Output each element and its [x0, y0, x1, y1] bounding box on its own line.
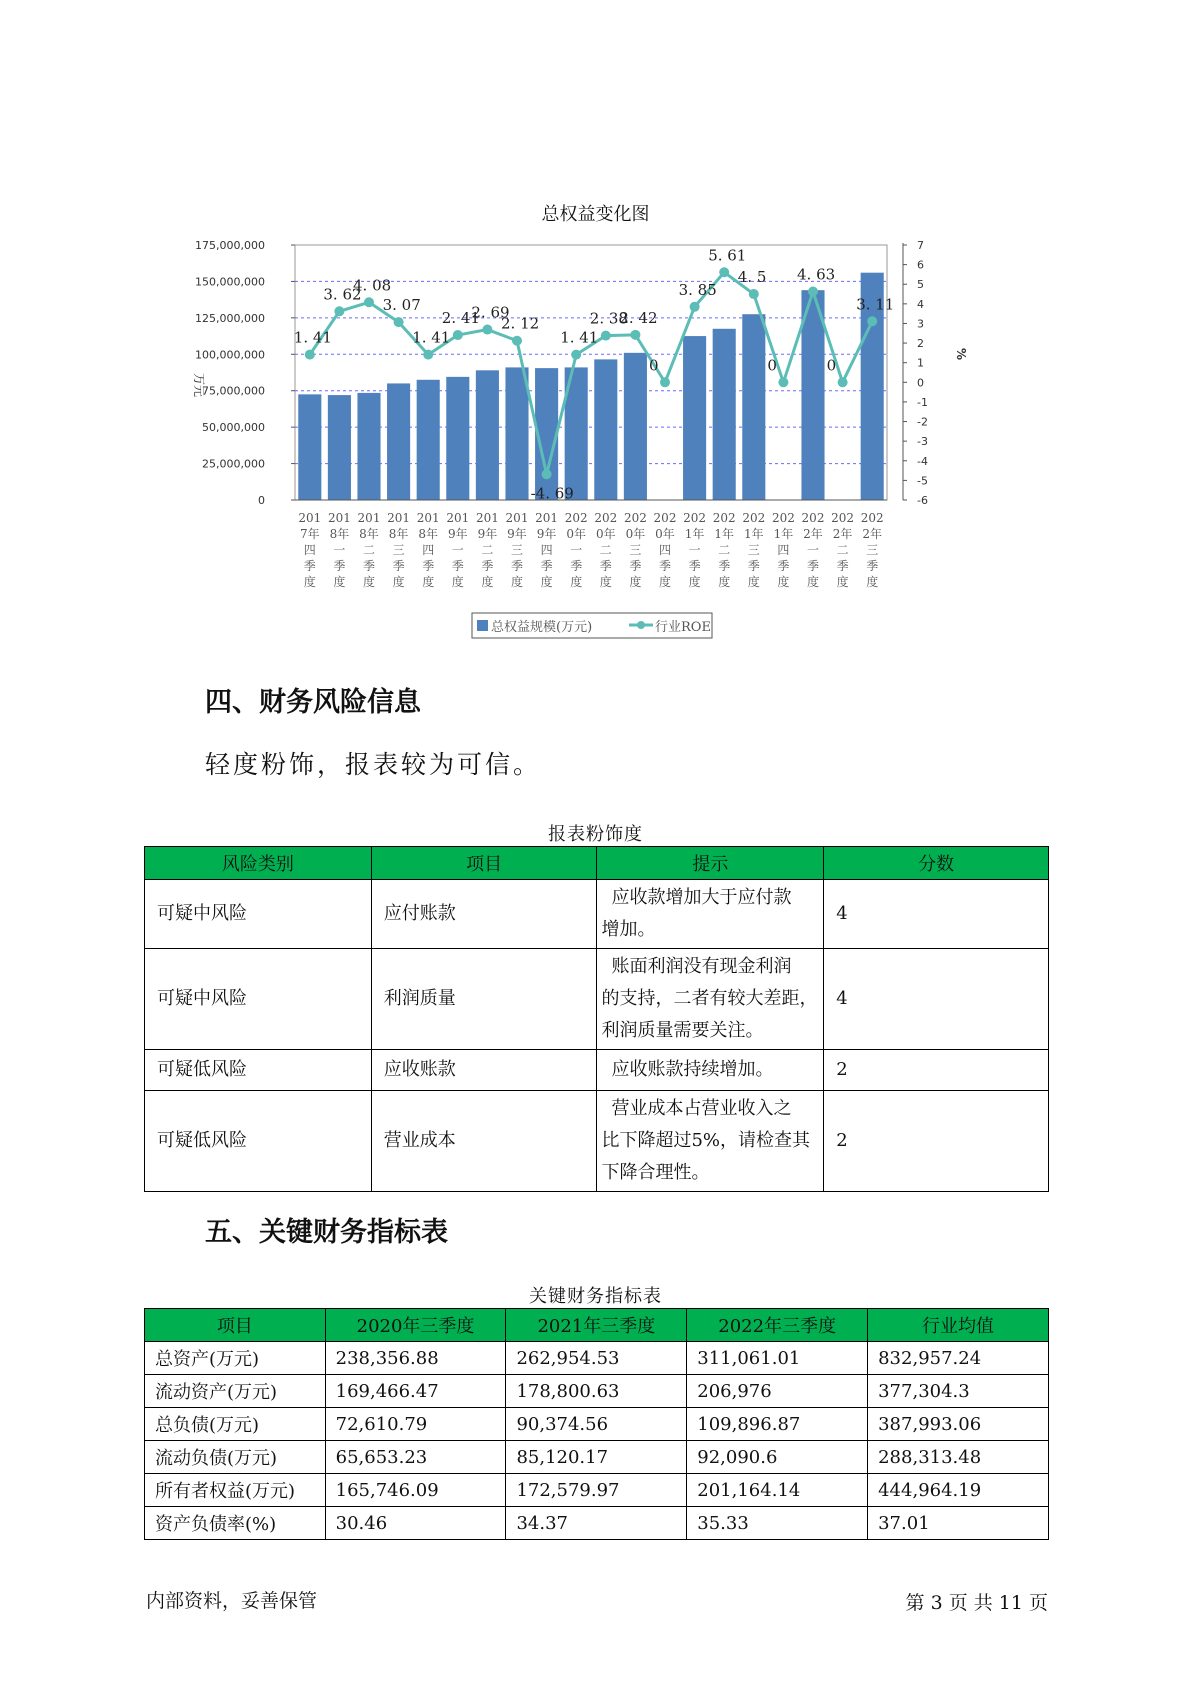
- x-tick-label: 季: [747, 559, 760, 573]
- chart-title: 总权益变化图: [541, 204, 650, 225]
- roe-point: [364, 297, 374, 307]
- x-tick-label: 1年: [743, 527, 764, 541]
- roe-data-label: -4. 69: [530, 484, 574, 503]
- roe-data-label: 2. 12: [501, 314, 540, 333]
- risk-table-header-row: [145, 847, 1049, 880]
- roe-data-label: 3. 07: [382, 296, 421, 315]
- x-tick-label: 202: [771, 511, 795, 525]
- kpi-item-cell: 资产负债率(%): [145, 1507, 326, 1540]
- bar: [594, 359, 617, 500]
- roe-data-label: 0: [767, 356, 777, 375]
- x-tick-label: 度: [392, 575, 405, 589]
- x-tick-label: 201: [446, 511, 470, 525]
- kpi-header-2021q3: 2021年三季度: [506, 1309, 687, 1342]
- y2-tick-label: -2: [917, 415, 928, 429]
- x-tick-label: 季: [777, 559, 790, 573]
- x-tick-label: 202: [801, 511, 825, 525]
- y-tick-label: 0: [258, 494, 265, 507]
- kpi-value-cell: 35.33: [687, 1507, 868, 1540]
- risk-header-item: 项目: [371, 847, 597, 880]
- x-tick-label: 三: [510, 543, 524, 557]
- x-tick-label: 季: [658, 559, 672, 573]
- y2-tick-label: 6: [917, 258, 924, 272]
- x-tick-label: 度: [451, 575, 464, 589]
- x-tick-label: 季: [392, 559, 405, 573]
- y2-axis-label: %: [954, 348, 968, 361]
- x-tick-label: 季: [362, 559, 376, 573]
- y2-tick-label: -4: [917, 454, 928, 468]
- x-tick-label: 一: [688, 543, 701, 557]
- bar: [801, 290, 824, 500]
- x-tick-label: 度: [866, 575, 879, 589]
- x-tick-label: 201: [475, 511, 499, 525]
- x-tick-label: 度: [333, 575, 346, 589]
- tip-line: 比下降超过5%，请检查其: [601, 1130, 811, 1151]
- roe-point: [423, 350, 433, 360]
- kpi-value-cell: 34.37: [506, 1507, 687, 1540]
- x-tick-label: 7年: [299, 527, 320, 541]
- table-row: [145, 1050, 1049, 1091]
- kpi-value-cell: 206,976: [687, 1375, 868, 1408]
- kpi-section-heading: 五、关键财务指标表: [205, 1217, 448, 1248]
- kpi-value-cell: 72,610.79: [325, 1408, 506, 1441]
- x-tick-label: 季: [629, 559, 642, 573]
- tip-line: 下降合理性。: [601, 1162, 710, 1183]
- table-row: [145, 1474, 1049, 1507]
- bar: [742, 314, 765, 500]
- x-tick-label: 2年: [862, 527, 883, 541]
- kpi-item-cell: 流动负债(万元): [145, 1441, 326, 1474]
- y2-tick-label: 4: [917, 297, 924, 311]
- roe-data-label: 1. 41: [412, 328, 451, 347]
- y2-tick-label: -1: [917, 395, 928, 409]
- y-tick-label: 125,000,000: [195, 311, 265, 325]
- x-tick-label: 一: [333, 543, 346, 557]
- x-tick-label: 一: [451, 543, 464, 557]
- kpi-item-cell: 流动资产(万元): [145, 1375, 326, 1408]
- roe-point: [630, 330, 640, 340]
- kpi-table-header-row: [145, 1309, 1049, 1342]
- bar: [387, 383, 410, 500]
- bar: [624, 353, 647, 500]
- risk-item-cell: 利润质量: [371, 949, 597, 1050]
- kpi-value-cell: 262,954.53: [506, 1342, 687, 1375]
- x-tick-label: 0年: [566, 527, 587, 541]
- x-tick-label: 四: [422, 543, 435, 557]
- legend-bar-swatch: [477, 620, 488, 631]
- x-tick-label: 四: [303, 543, 316, 557]
- x-tick-label: 一: [570, 543, 583, 557]
- x-tick-label: 201: [327, 511, 351, 525]
- roe-data-label: 3. 62: [323, 285, 362, 304]
- y-tick-label: 50,000,000: [202, 421, 265, 435]
- kpi-value-cell: 37.01: [868, 1507, 1049, 1540]
- roe-data-label: 2. 41: [441, 309, 480, 328]
- risk-category-cell: 可疑中风险: [145, 880, 372, 949]
- legend-bar-label: 总权益规模(万元): [491, 620, 593, 635]
- table-row: [145, 1507, 1049, 1540]
- roe-point: [601, 331, 611, 341]
- roe-point: [660, 377, 670, 387]
- x-tick-label: 202: [860, 511, 884, 525]
- kpi-header-2022q3: 2022年三季度: [687, 1309, 868, 1342]
- risk-category-cell: 可疑低风险: [145, 1050, 372, 1091]
- roe-point: [512, 336, 522, 346]
- kpi-value-cell: 387,993.06: [868, 1408, 1049, 1441]
- x-tick-label: 度: [481, 575, 494, 589]
- table-row: [145, 1091, 1049, 1192]
- y2-tick-label: 7: [917, 239, 924, 252]
- x-tick-label: 季: [510, 559, 524, 573]
- roe-data-label: 2. 38: [589, 309, 628, 328]
- tip-line: 利润质量需要关注。: [601, 1020, 764, 1041]
- kpi-value-cell: 65,653.23: [325, 1441, 506, 1474]
- x-tick-label: 季: [422, 559, 435, 573]
- risk-item-cell: 应付账款: [371, 880, 597, 949]
- bar: [298, 394, 321, 500]
- x-tick-label: 201: [535, 511, 559, 525]
- roe-data-label: 1. 41: [293, 328, 332, 347]
- bar: [713, 329, 736, 500]
- x-tick-label: 0年: [625, 527, 646, 541]
- x-tick-label: 202: [683, 511, 707, 525]
- risk-table: [144, 846, 1049, 1192]
- kpi-value-cell: 92,090.6: [687, 1441, 868, 1474]
- x-tick-label: 2年: [832, 527, 853, 541]
- x-tick-label: 9年: [536, 527, 557, 541]
- x-tick-label: 季: [303, 559, 316, 573]
- x-tick-label: 202: [623, 511, 647, 525]
- roe-data-label: 4. 63: [797, 265, 836, 284]
- x-tick-label: 度: [629, 575, 642, 589]
- x-tick-label: 度: [806, 575, 820, 589]
- kpi-table: [144, 1308, 1049, 1540]
- x-tick-label: 度: [747, 575, 760, 589]
- x-tick-label: 0年: [655, 527, 675, 541]
- x-tick-label: 季: [451, 559, 464, 573]
- x-tick-label: 202: [742, 511, 766, 525]
- x-tick-label: 度: [570, 575, 583, 589]
- roe-data-label: 5. 61: [708, 246, 747, 265]
- table-row: [145, 949, 1049, 1050]
- x-tick-label: 度: [777, 575, 790, 589]
- kpi-value-cell: 178,800.63: [506, 1375, 687, 1408]
- roe-point: [334, 306, 344, 316]
- roe-point: [838, 377, 848, 387]
- bar: [476, 370, 499, 500]
- roe-data-label: 3. 85: [678, 280, 717, 299]
- x-tick-label: 9年: [477, 527, 498, 541]
- y-axis-label: 万元: [192, 373, 206, 398]
- kpi-header-industry-avg: 行业均值: [868, 1309, 1049, 1342]
- y-tick-label: 25,000,000: [202, 457, 265, 471]
- x-tick-label: 202: [594, 511, 618, 525]
- x-tick-label: 202: [653, 511, 677, 525]
- table-row: [145, 880, 1049, 949]
- roe-data-label: 4. 5: [737, 268, 767, 287]
- table-row: [145, 1375, 1049, 1408]
- roe-point: [690, 302, 700, 312]
- x-tick-label: 季: [570, 559, 583, 573]
- x-tick-label: 四: [658, 543, 672, 557]
- x-tick-label: 季: [718, 559, 731, 573]
- kpi-value-cell: 30.46: [325, 1507, 506, 1540]
- x-tick-label: 季: [481, 559, 494, 573]
- kpi-value-cell: 169,466.47: [325, 1375, 506, 1408]
- kpi-value-cell: 201,164.14: [687, 1474, 868, 1507]
- kpi-value-cell: 288,313.48: [868, 1441, 1049, 1474]
- kpi-header-2020q3: 2020年三季度: [325, 1309, 506, 1342]
- x-tick-label: 202: [831, 511, 855, 525]
- x-tick-label: 二: [599, 543, 612, 557]
- kpi-value-cell: 311,061.01: [687, 1342, 868, 1375]
- kpi-value-cell: 238,356.88: [325, 1342, 506, 1375]
- x-tick-label: 度: [422, 575, 435, 589]
- risk-tip-cell: [597, 949, 824, 1050]
- risk-score-cell: 2: [824, 1091, 1049, 1192]
- roe-point: [542, 469, 552, 479]
- x-tick-label: 9年: [507, 527, 527, 541]
- x-tick-label: 季: [540, 559, 553, 573]
- y2-tick-label: -6: [917, 494, 928, 507]
- y-tick-label: 100,000,000: [195, 348, 265, 362]
- kpi-value-cell: 444,964.19: [868, 1474, 1049, 1507]
- x-tick-label: 季: [688, 559, 701, 573]
- x-tick-label: 201: [298, 511, 322, 525]
- kpi-value-cell: 165,746.09: [325, 1474, 506, 1507]
- legend-line-label: 行业ROE: [655, 620, 711, 635]
- risk-score-cell: 4: [824, 949, 1049, 1050]
- x-tick-label: 201: [387, 511, 411, 525]
- table-row: [145, 1441, 1049, 1474]
- x-tick-label: 8年: [329, 527, 350, 541]
- tip-line: 账面利润没有现金利润: [611, 956, 792, 977]
- x-tick-label: 202: [712, 511, 736, 525]
- x-tick-label: 度: [599, 575, 612, 589]
- kpi-table-caption: 关键财务指标表: [529, 1286, 662, 1307]
- risk-score-cell: 4: [824, 880, 1049, 949]
- x-tick-label: 度: [688, 575, 701, 589]
- risk-section-heading: 四、财务风险信息: [205, 687, 421, 718]
- roe-point: [453, 330, 463, 340]
- roe-data-label: 0: [826, 356, 837, 375]
- x-tick-label: 季: [806, 559, 820, 573]
- bar: [505, 367, 528, 500]
- x-tick-label: 201: [416, 511, 440, 525]
- roe-point: [571, 350, 581, 360]
- bar: [328, 395, 351, 500]
- tip-line: 应收款增加大于应付款: [611, 887, 792, 908]
- footer-page-number: 第 3 页 共 11 页: [905, 1592, 1048, 1614]
- roe-point: [749, 289, 759, 299]
- kpi-header-item: 项目: [145, 1309, 326, 1342]
- kpi-item-cell: 总资产(万元): [145, 1342, 326, 1375]
- kpi-item-cell: 总负债(万元): [145, 1408, 326, 1441]
- x-tick-label: 季: [836, 559, 849, 573]
- tip-line: 的支持，二者有较大差距，: [601, 988, 818, 1009]
- kpi-value-cell: 109,896.87: [687, 1408, 868, 1441]
- y-tick-label: 75,000,000: [202, 384, 265, 398]
- risk-tip-cell: [597, 880, 824, 949]
- roe-point: [808, 286, 818, 296]
- y2-tick-label: 0: [917, 376, 924, 390]
- tip-line: 营业成本占营业收入之: [611, 1098, 792, 1119]
- x-tick-label: 季: [599, 559, 612, 573]
- table-row: [145, 1342, 1049, 1375]
- footer-confidential-note: 内部资料，妥善保管: [146, 1590, 318, 1612]
- x-tick-label: 二: [836, 543, 849, 557]
- bar: [357, 393, 380, 500]
- kpi-value-cell: 172,579.97: [506, 1474, 687, 1507]
- kpi-item-cell: 所有者权益(万元): [145, 1474, 326, 1507]
- risk-header-category: 风险类别: [145, 847, 372, 880]
- x-tick-label: 度: [836, 575, 849, 589]
- risk-header-score: 分数: [824, 847, 1049, 880]
- x-tick-label: 四: [777, 543, 790, 557]
- x-tick-label: 9年: [447, 527, 468, 541]
- y2-tick-label: -3: [917, 435, 928, 449]
- y2-tick-label: 2: [917, 337, 924, 351]
- roe-point: [482, 325, 492, 335]
- x-tick-label: 1年: [684, 527, 705, 541]
- x-tick-label: 一: [806, 543, 820, 557]
- x-tick-label: 0年: [595, 527, 616, 541]
- x-tick-label: 度: [362, 575, 376, 589]
- x-tick-label: 三: [866, 543, 879, 557]
- y2-tick-label: -5: [917, 474, 928, 488]
- x-tick-label: 度: [718, 575, 731, 589]
- x-tick-label: 8年: [359, 527, 379, 541]
- roe-data-label: 2. 69: [471, 303, 510, 322]
- x-tick-label: 8年: [388, 527, 409, 541]
- roe-point: [867, 316, 877, 326]
- y2-tick-label: 5: [917, 278, 924, 292]
- roe-point: [394, 317, 404, 327]
- tip-line: 应收账款持续增加。: [611, 1059, 774, 1080]
- x-tick-label: 三: [747, 543, 760, 557]
- x-tick-label: 1年: [773, 527, 794, 541]
- risk-header-tip: 提示: [597, 847, 824, 880]
- x-tick-label: 度: [658, 575, 672, 589]
- y-tick-label: 175,000,000: [195, 239, 265, 252]
- x-tick-label: 季: [333, 559, 346, 573]
- tip-line: 增加。: [601, 919, 656, 940]
- roe-data-label: 4. 08: [353, 276, 392, 295]
- risk-category-cell: 可疑低风险: [145, 1091, 372, 1192]
- roe-data-label: 1. 41: [560, 328, 599, 347]
- x-tick-label: 8年: [418, 527, 439, 541]
- kpi-value-cell: 377,304.3: [868, 1375, 1049, 1408]
- kpi-value-cell: 90,374.56: [506, 1408, 687, 1441]
- risk-tip-cell: [597, 1050, 824, 1091]
- bar: [683, 336, 706, 500]
- risk-category-cell: 可疑中风险: [145, 949, 372, 1050]
- x-tick-label: 二: [481, 543, 494, 557]
- bar: [417, 380, 440, 500]
- x-tick-label: 201: [505, 511, 529, 525]
- x-tick-label: 1年: [714, 527, 735, 541]
- equity-chart: [175, 228, 1035, 648]
- risk-summary-text: 轻度粉饰，报表较为可信。: [205, 750, 542, 779]
- x-tick-label: 202: [564, 511, 588, 525]
- roe-data-label: 2. 42: [619, 308, 658, 327]
- kpi-value-cell: 85,120.17: [506, 1441, 687, 1474]
- risk-score-cell: 2: [824, 1050, 1049, 1091]
- y2-tick-label: 3: [917, 317, 924, 331]
- x-tick-label: 度: [510, 575, 524, 589]
- roe-point: [778, 377, 788, 387]
- roe-point: [305, 350, 315, 360]
- roe-data-label: 3. 11: [856, 295, 895, 314]
- roe-data-label: 0: [649, 356, 659, 375]
- x-tick-label: 201: [357, 511, 381, 525]
- risk-item-cell: 营业成本: [371, 1091, 597, 1192]
- x-tick-label: 三: [629, 543, 642, 557]
- x-tick-label: 度: [540, 575, 553, 589]
- legend-line-marker: [637, 621, 645, 629]
- x-tick-label: 三: [392, 543, 405, 557]
- y-tick-label: 150,000,000: [195, 275, 265, 289]
- roe-point: [719, 267, 729, 277]
- risk-item-cell: 应收账款: [371, 1050, 597, 1091]
- table-row: [145, 1408, 1049, 1441]
- bar: [446, 377, 469, 500]
- x-tick-label: 度: [303, 575, 316, 589]
- x-tick-label: 季: [866, 559, 879, 573]
- risk-table-caption: 报表粉饰度: [548, 824, 643, 845]
- risk-tip-cell: [597, 1091, 824, 1192]
- x-tick-label: 2年: [803, 527, 823, 541]
- y2-tick-label: 1: [917, 356, 924, 370]
- kpi-value-cell: 832,957.24: [868, 1342, 1049, 1375]
- x-tick-label: 二: [362, 543, 376, 557]
- x-tick-label: 二: [718, 543, 731, 557]
- x-tick-label: 四: [540, 543, 553, 557]
